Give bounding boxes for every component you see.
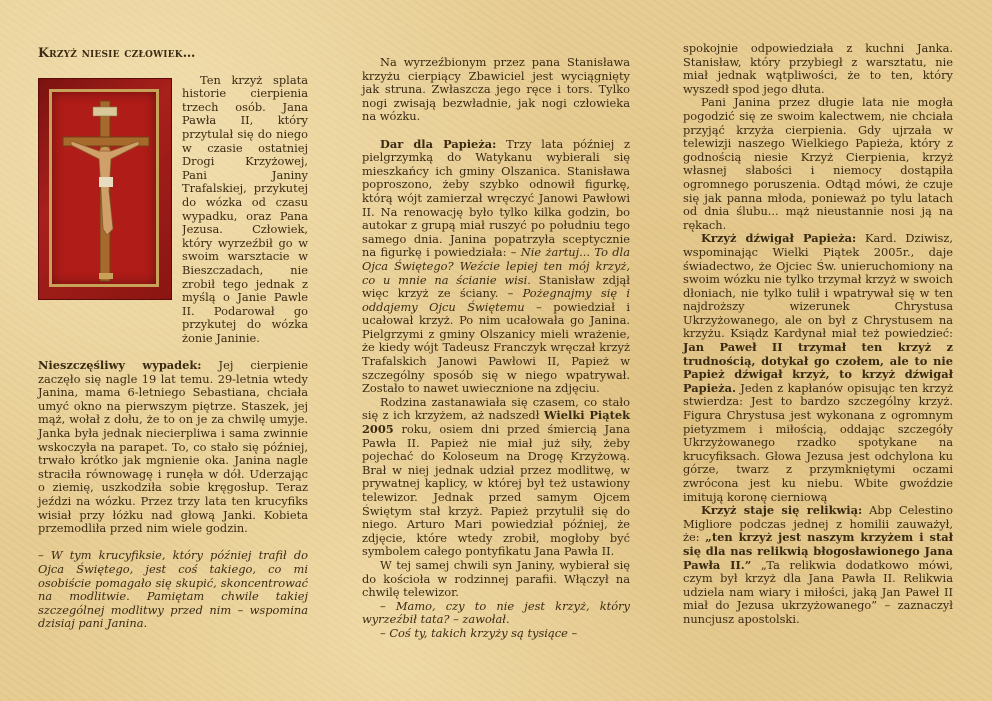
carried-pope-paragraph: [683, 232, 953, 504]
carried-pope-text-2: Jeden z kapłanów opisując ten krzyż stwierdza: Jest to bardzo szczególny krzyż. Figura Chrystusa jest wykonana z ogromnym pietyzmem i miłością, oddając szczegóły Ukrzyżowanego rzadko spotykane na krucyfiksach. Głowa Jezusa jest odchylona ku górze, twarz z przymkniętymi oczami zwrócona jest ku niebu. Wbite gwoździe imitują koronę cierniową: [683, 380, 953, 504]
relic-bold: „ten krzyż jest naszym krzyżem i stał się dla nas relikwią błogosławionego Jana Pawła II.”: [683, 530, 953, 572]
column-2: [362, 56, 630, 641]
mother-reply: – Coś ty, takich krzyży są tysiące –: [380, 625, 578, 640]
gift-lead: Dar dla Papieża:: [380, 136, 497, 151]
carried-pope-bold: Jan Paweł II trzymał ten krzyż z trudnością, dotykał go czołem, ale to nie Papież dźwigał krzyż, to krzyż dźwigał Papieża.: [683, 340, 953, 395]
son-paragraph: W tej samej chwili syn Janiny, wybierał się do kościoła w rodzinnej parafii. Włączył na chwilę telewizor.: [362, 557, 630, 600]
accident-paragraph: [38, 359, 308, 536]
accident-text: Jej cierpienie zaczęło się nagle 19 lat temu. 29-letnia wtedy Janina, mama 6-letniego Sebastiana, chciała umyć okno na pierwszym piętrze. Staszek, jej mąż, wołał z dołu, że to on je za chwilę umyje. Janka była jednak niecierpliwa i sama zwinnie wskoczyła na parapet. To, co stało się później, trwało krótko jak mgnienie oka. Janina nagle straciła równowagę i runęła w dół. Uderzając o ziemię, uszkodziła sobie kręgosłup. Teraz jeździ na wózku. Przez trzy lata ten krucyfiks wisiał przy łóżku nad głową Janki. Kobieta przemodliła przed nim wiele godzin.: [38, 358, 309, 536]
article-title: Krzyż niesie człowiek…: [38, 45, 196, 60]
relic-text-1: Abp Celestino Migliore podczas jednej z homilii zauważył, że:: [683, 503, 953, 545]
intro-paragraph: Ten krzyż splata historie cierpienia trzech osób. Jana Pawła II, który przytulał się do niego w czasie ostatniej Drogi Krzyżowej, Pani Janiny Trafalskiej, przykutej do wózka od czasu wypadku, oraz Pana Jezusa. Człowiek, który wyrzeźbił go w swoim warsztacie w Bieszczadach, nie zrobił tego jednak z myślą o Janie Pawle II. Podarował go przykutej do wózka żonie Janinie.: [182, 73, 308, 345]
column-3: [683, 42, 953, 627]
accident-lead: Nieszczęśliwy wypadek:: [38, 358, 202, 373]
carried-pope-text-1: Kard. Dziwisz, wspominając Wielki Piątek 2005r., daje świadectwo, że Ojciec Św. unieruchomiony na swoim wózku nie tylko trzymał krzyż w swoich dłoniach, nie tylko tulił i wpatrywał się w ten najdroższy wizerunek Chrystusa Ukrzyżowanego, ale on był z Chrystusem na krzyżu. Ksiądz Kardynał miał też powiedzieć:: [683, 231, 953, 341]
crucifix-photo: [38, 78, 172, 300]
good-friday-text-b: roku, osiem dni przed śmiercią Jana Pawła II. Papież nie miał już siły, żeby pojechać do Koloseum na Drogę Krzyżową. Brał w niej jednak udział przez modlitwę, w prywatnej kaplicy, w której był też ustawiony telewizor. Jednak przed samym Ojcem Świętym stał krzyż. Papież przytulił się do niego. Arturo Mari powiedział później, że zdjęcie, które wtedy zrobił, mogłoby być symbolem całego pontyfikatu Jana Pawła II.: [362, 422, 630, 559]
gift-text-1: Trzy lata później z pielgrzymką do Watykanu wybierali się mieszkańcy ich gminy Olszanica. Stanisława poproszono, żeby szybko odnowił figurkę, którą wójt zamierzał wręczyć Janowi Pawłowi II. Na renowację było tylko kilka godzin, bo autokar z grupą miał ruszyć po południu tego samego dnia. Janina popatrzyła sceptycznie na figurkę i powiedziała:: [362, 136, 630, 260]
relic-lead: Krzyż staje się relikwią:: [701, 503, 863, 518]
janina-quote: – W tym krucyfiksie, który później trafił do Ojca Świętego, jest coś takiego, co mi osobiście pomagało się skupić, skoncentrować na modlitwie. Pamiętam chwile takiej szczególnej modlitwy przed nim – wspomina dzisiaj pani Janina.: [38, 548, 308, 631]
good-friday-bold: Wielki Piątek 2005: [362, 408, 630, 437]
crucifix-icon: [39, 79, 173, 301]
gift-quote-2: – Pożegnajmy się i oddajemy Ojcu Świętemu: [362, 286, 630, 314]
janina-acceptance-paragraph: Pani Janina przez długie lata nie mogła pogodzić się ze swoim kalectwem, nie chciała przyjąć krzyża cierpienia. Gdy ujrzała w telewizji naszego Wielkiego Papieża, który z godnością niesie Krzyż Cierpienia, krzyż własnej słabości i niemocy dostąpiła ogromnego poruszenia. Odtąd mówi, że czuje się jak panna młoda, ponieważ po tylu latach od dnia ślubu... mąż nieustannie nosi ją na rękach.: [683, 95, 953, 232]
sculpture-paragraph: Na wyrzeźbionym przez pana Stanisława krzyżu cierpiący Zbawiciel jest wyciągnięty jak struna. Zwłaszcza jego ręce i tors. Tylko nogi zwisają bezwładnie, jak nogi człowieka na wózku.: [362, 55, 630, 124]
relic-paragraph: [683, 504, 953, 626]
column-1: [38, 46, 308, 631]
son-quote: – Mamo, czy to nie jest krzyż, który wyrzeźbił tata? – zawołał.: [362, 598, 630, 627]
good-friday-paragraph: [362, 396, 630, 559]
gift-text-3: – powiedział i ucałował krzyż. Po nim ucałowała go Janina. Pielgrzymi z gminy Olszanicy mieli wrażenie, że kiedy wójt Tadeusz Franczyk wręczał krzyż Trafalskich Janowi Pawłowi II, Papież w szczególny sposób się w niego wpatrywał. Zostało to nawet uwiecznione na zdjęciu.: [362, 299, 631, 396]
gift-text-2: Stanisław zdjął więc krzyż ze ściany.: [362, 272, 630, 301]
gift-paragraph: [362, 138, 630, 396]
gift-quote-1: – Nie żartuj... To dla Ojca Świętego? Weźcie lepiej ten mój krzyż, co u mnie na ścianie wisi.: [362, 245, 630, 287]
reply-continuation: spokojnie odpowiedziała z kuchni Janka. Stanisław, który przybiegł z warsztatu, nie miał jednak wątpliwości, że to ten, który wyszedł spod jego dłuta.: [683, 41, 953, 96]
relic-text-2: „Ta relikwia dodatkowo mówi, czym był krzyż dla Jana Pawła II. Relikwia udziela nam wiary i miłości, jaką Jan Paweł II miał do Jezusa ukrzyżowanego” – zaznaczył nuncjusz apostolski.: [683, 557, 954, 626]
good-friday-text-a: Rodzina zastanawiała się czasem, co stało się z ich krzyżem, aż nadszedł: [362, 394, 630, 423]
carried-pope-lead: Krzyż dźwigał Papieża:: [701, 231, 857, 246]
